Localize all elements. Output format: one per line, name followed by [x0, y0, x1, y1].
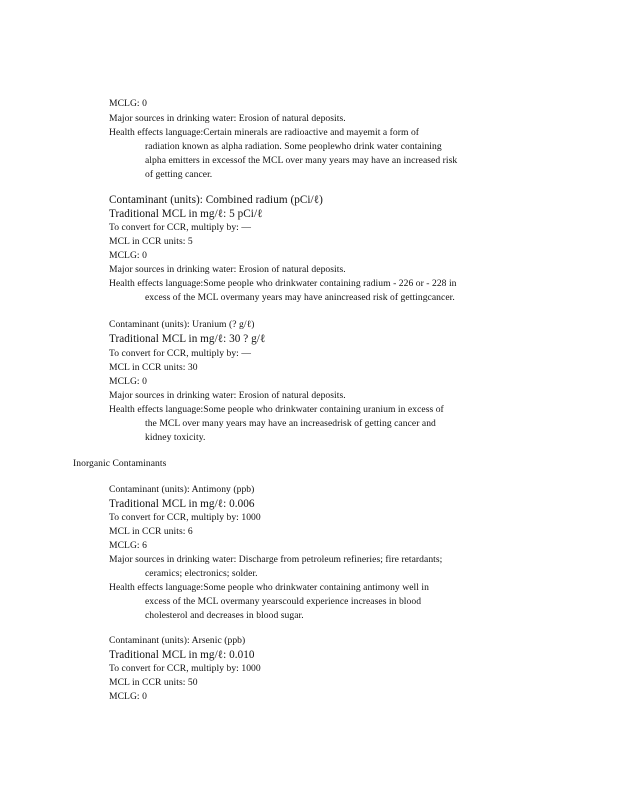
radium-mclg: MCLG: 0	[109, 98, 147, 109]
combined-radium-mcl-ccr: MCL in CCR units: 5	[109, 236, 193, 247]
uranium-mcl-ccr: MCL in CCR units: 30	[109, 362, 198, 373]
combined-radium-contaminant: Contaminant (units): Combined radium (pCi/ℓ)	[109, 194, 323, 206]
uranium-health-effects-cont: the MCL over many years may have an increasedrisk of getting cancer and	[145, 418, 436, 429]
antimony-contaminant: Contaminant (units): Antimony (ppb)	[109, 484, 255, 495]
arsenic-convert: To convert for CCR, multiply by: 1000	[109, 663, 261, 674]
uranium-health-effects-cont: kidney toxicity.	[145, 432, 206, 443]
radium-major-sources: Major sources in drinking water: Erosion of natural deposits.	[109, 113, 346, 124]
combined-radium-mclg: MCLG: 0	[109, 250, 147, 261]
combined-radium-health-effects-cont: excess of the MCL overmany years may have anincreased risk of gettingcancer.	[145, 292, 455, 303]
arsenic-mclg: MCLG: 0	[109, 691, 147, 702]
antimony-convert: To convert for CCR, multiply by: 1000	[109, 512, 261, 523]
antimony-health-effects-cont: cholesterol and decreases in blood sugar.	[145, 610, 304, 621]
uranium-traditional-mcl: Traditional MCL in mg/ℓ: 30 ? g/ℓ	[109, 333, 266, 345]
uranium-major-sources: Major sources in drinking water: Erosion of natural deposits.	[109, 390, 346, 401]
antimony-health-effects: Health effects language:Some people who drinkwater containing antimony well in	[109, 582, 429, 593]
uranium-convert: To convert for CCR, multiply by: —	[109, 348, 251, 359]
antimony-major-sources-cont: ceramics; electronics; solder.	[145, 568, 258, 579]
radium-health-effects-cont: of getting cancer.	[145, 169, 213, 180]
arsenic-contaminant: Contaminant (units): Arsenic (ppb)	[109, 635, 246, 646]
combined-radium-major-sources: Major sources in drinking water: Erosion of natural deposits.	[109, 264, 346, 275]
uranium-contaminant: Contaminant (units): Uranium (? g/ℓ)	[109, 319, 255, 330]
radium-health-effects-cont: alpha emitters in excessof the MCL over many years may have an increased risk	[145, 155, 458, 166]
radium-health-effects-cont: radiation known as alpha radiation. Some peoplewho drink water containing	[145, 141, 442, 152]
antimony-health-effects-cont: excess of the MCL overmany yearscould experience increases in blood	[145, 596, 422, 607]
combined-radium-traditional-mcl: Traditional MCL in mg/ℓ: 5 pCi/ℓ	[109, 208, 263, 220]
arsenic-traditional-mcl: Traditional MCL in mg/ℓ: 0.010	[109, 649, 255, 661]
antimony-mcl-ccr: MCL in CCR units: 6	[109, 526, 193, 537]
antimony-mclg: MCLG: 6	[109, 540, 147, 551]
section-heading: Inorganic Contaminants	[73, 458, 167, 469]
uranium-health-effects: Health effects language:Some people who drinkwater containing uranium in excess of	[109, 404, 444, 415]
combined-radium-health-effects: Health effects language:Some people who drinkwater containing radium - 226 or - 228 in	[109, 278, 457, 289]
combined-radium-convert: To convert for CCR, multiply by: —	[109, 222, 251, 233]
radium-health-effects: Health effects language:Certain minerals are radioactive and mayemit a form of	[109, 127, 420, 138]
uranium-mclg: MCLG: 0	[109, 376, 147, 387]
antimony-major-sources: Major sources in drinking water: Discharge from petroleum refineries; fire retardants;	[109, 554, 443, 565]
arsenic-mcl-ccr: MCL in CCR units: 50	[109, 677, 198, 688]
antimony-traditional-mcl: Traditional MCL in mg/ℓ: 0.006	[109, 498, 255, 510]
